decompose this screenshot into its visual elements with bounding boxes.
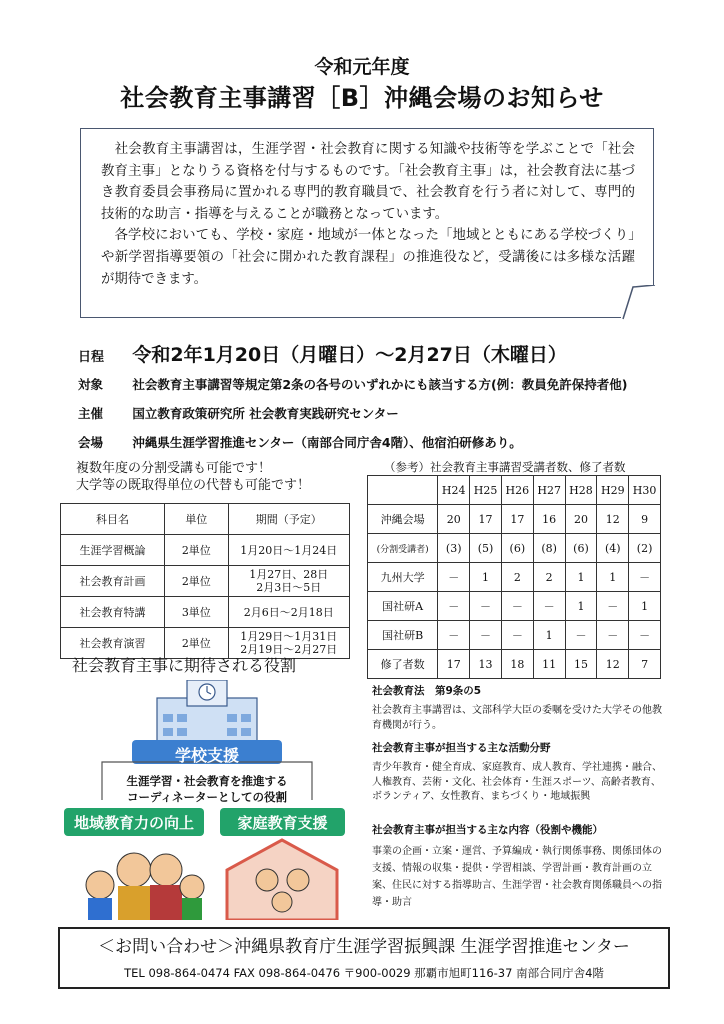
reference-cell: 7 — [629, 650, 661, 679]
reference-cell: 1 — [597, 563, 629, 592]
reference-cell: 17 — [501, 505, 533, 534]
duties-section — [372, 822, 662, 911]
course-period: 1月29日～1月31日 2月19日～2月27日 — [228, 628, 349, 659]
reference-cell: － — [438, 563, 470, 592]
reference-year-header: H30 — [629, 476, 661, 505]
role-illustration — [62, 680, 352, 920]
reference-cell: 17 — [470, 505, 502, 534]
course-name: 生涯学習概論 — [61, 535, 165, 566]
reference-cell: 15 — [565, 650, 597, 679]
course-header-name: 科目名 — [61, 504, 165, 535]
course-period: 1月27日、28日 2月3日～5日 — [228, 566, 349, 597]
role-heading: 社会教育主事に期待される役割 — [72, 656, 297, 675]
schedule-label: 日程 — [78, 350, 105, 365]
course-name: 社会教育計画 — [61, 566, 165, 597]
family-label: 家庭教育支援 — [237, 814, 328, 832]
reference-cell: － — [629, 621, 661, 650]
reference-cell: － — [629, 563, 661, 592]
intro-paragraph-1: 社会教育主事講習は，生涯学習・社会教育に関する知識や技術等を学ぶことで「社会教育主事」となりうる資格を付与するものです。「社会教育主事」は，社会教育法に基づき教育委員会事務局に置かれる専門的教育職員で、社会教育を行う者に対して、専門的技術的な助言・指導を与えることが職務となっています。 — [101, 142, 635, 222]
reference-year-header: H26 — [501, 476, 533, 505]
reference-caption: （参考）社会教育主事講習受講者数、修了者数 — [384, 460, 626, 474]
venue-row — [78, 433, 522, 451]
reference-cell: (3) — [438, 534, 470, 563]
fields-section — [372, 740, 662, 805]
reference-cell: 2 — [533, 563, 565, 592]
reference-cell: － — [501, 621, 533, 650]
reference-cell: 20 — [438, 505, 470, 534]
course-header-period: 期間（予定） — [228, 504, 349, 535]
course-unit: 2単位 — [165, 628, 229, 659]
course-period: 1月20日～1月24日 — [228, 535, 349, 566]
course-table — [60, 503, 350, 659]
course-unit: 2単位 — [165, 535, 229, 566]
intro-box — [80, 128, 654, 318]
reference-cell: (6) — [565, 534, 597, 563]
course-header-unit: 単位 — [165, 504, 229, 535]
course-unit: 3単位 — [165, 597, 229, 628]
duties-text: 事業の企画・立案・運営、予算編成・執行関係事務、関係団体の支援、情報の収集・提供・学習相談、学習計画・教育計画の立案、住民に対する指導助言、生涯学習・社会教育関係職員への指導・助言 — [372, 846, 662, 908]
reference-cell: － — [597, 621, 629, 650]
note-line-1: 複数年度の分割受講も可能です！ — [76, 461, 272, 476]
fields-text: 青少年教育・健全育成、家庭教育、成人教育、学社連携・融合、人権教育、芸術・文化、社会体育・生涯スポーツ、高齢者教育、ボランティア、女性教育、まちづくり・地域振興 — [372, 762, 662, 802]
note-line-2: 大学等の既取得単位の代替も可能です！ — [76, 478, 311, 493]
target-value: 社会教育主事講習等規定第2条の各号のいずれかにも該当する方(例：教員免許保持者他) — [132, 377, 628, 392]
reference-row-label: 沖縄会場 — [368, 505, 438, 534]
title-year: 令和元年度 — [314, 56, 410, 78]
table-row — [368, 621, 661, 650]
reference-cell: 12 — [597, 650, 629, 679]
fields-title: 社会教育主事が担当する主な活動分野 — [372, 742, 551, 754]
reference-row-label: 九州大学 — [368, 563, 438, 592]
contact-details: TEL 098-864-0474 FAX 098-864-0476 〒900-0029 那覇市旭町116-37 南部合同庁舎4階 — [124, 966, 604, 980]
reference-row-label: 国社研A — [368, 592, 438, 621]
reference-year-header: H25 — [470, 476, 502, 505]
venue-label: 会場 — [78, 435, 104, 450]
target-label: 対象 — [78, 377, 104, 392]
reference-cell: － — [438, 592, 470, 621]
reference-cell: (4) — [597, 534, 629, 563]
law-section — [372, 683, 662, 733]
duties-title: 社会教育主事が担当する主な内容（役割や機能） — [372, 824, 603, 836]
course-period: 2月6日～2月18日 — [228, 597, 349, 628]
table-row — [61, 597, 350, 628]
school-support-label: 学校支援 — [174, 746, 239, 765]
table-row — [368, 650, 661, 679]
coordinator-line-2: コーディネーターとしての役割 — [126, 790, 288, 804]
table-row — [368, 505, 661, 534]
law-text: 社会教育主事講習は、文部科学大臣の委嘱を受けた大学その他教育機関が行う。 — [372, 705, 662, 731]
law-title: 社会教育法 第9条の5 — [372, 685, 482, 697]
reference-cell: － — [470, 621, 502, 650]
reference-year-header: H27 — [533, 476, 565, 505]
page-title: 社会教育主事講習［B］沖縄会場のお知らせ — [120, 84, 604, 112]
host-row — [78, 404, 399, 422]
reference-cell: 17 — [438, 650, 470, 679]
course-name: 社会教育特講 — [61, 597, 165, 628]
reference-cell: － — [565, 621, 597, 650]
reference-cell: － — [470, 592, 502, 621]
reference-cell: 13 — [470, 650, 502, 679]
reference-cell: 2 — [501, 563, 533, 592]
reference-cell: 20 — [565, 505, 597, 534]
table-row — [368, 534, 661, 563]
reference-cell: 1 — [565, 592, 597, 621]
reference-row-label: (分割受講者) — [368, 534, 438, 563]
reference-cell: 12 — [597, 505, 629, 534]
contact-title: ＜お問い合わせ＞沖縄県教育庁生涯学習振興課 生涯学習推進センター — [98, 937, 630, 957]
reference-corner — [368, 476, 438, 505]
page-fold-icon — [621, 285, 655, 319]
family-people-icon — [86, 853, 204, 920]
reference-cell: (5) — [470, 534, 502, 563]
course-unit: 2単位 — [165, 566, 229, 597]
reference-cell: 11 — [533, 650, 565, 679]
reference-row-label: 修了者数 — [368, 650, 438, 679]
community-label: 地域教育力の向上 — [73, 814, 194, 832]
reference-cell: － — [597, 592, 629, 621]
table-row — [368, 563, 661, 592]
host-label: 主催 — [78, 406, 104, 421]
coordinator-role — [82, 773, 332, 805]
course-name: 社会教育演習 — [61, 628, 165, 659]
notes — [76, 460, 310, 494]
reference-cell: － — [533, 592, 565, 621]
reference-cell: 18 — [501, 650, 533, 679]
table-row — [61, 535, 350, 566]
table-row — [61, 566, 350, 597]
venue-value: 沖縄県生涯学習推進センター（南部合同庁舎4階）、他宿泊研修あり。 — [132, 435, 522, 450]
schedule-value: 令和2年1月20日（月曜日）～2月27日（木曜日） — [132, 344, 567, 366]
reference-cell: － — [501, 592, 533, 621]
reference-cell: － — [438, 621, 470, 650]
table-row — [368, 592, 661, 621]
host-value: 国立教育政策研究所 社会教育実践研究センター — [132, 406, 399, 421]
reference-row-label: 国社研B — [368, 621, 438, 650]
coordinator-line-1: 生涯学習・社会教育を推進する — [126, 774, 288, 788]
reference-cell: (2) — [629, 534, 661, 563]
reference-cell: (6) — [501, 534, 533, 563]
reference-cell: 1 — [533, 621, 565, 650]
reference-table — [367, 475, 661, 679]
family-house-icon — [227, 840, 337, 920]
intro-paragraph-2: 各学校においても、学校・家庭・地域が一体となった「地域とともにある学校づくり」や新学習指導要領の「社会に開かれた教育課程」の推進役など，受講後には多様な活躍が期待できます。 — [101, 228, 635, 287]
reference-year-header: H24 — [438, 476, 470, 505]
reference-year-header: H28 — [565, 476, 597, 505]
reference-cell: 1 — [565, 563, 597, 592]
reference-cell: 16 — [533, 505, 565, 534]
schedule-row — [78, 340, 567, 367]
reference-cell: (8) — [533, 534, 565, 563]
contact-box — [58, 927, 670, 989]
reference-cell: 1 — [629, 592, 661, 621]
reference-cell: 9 — [629, 505, 661, 534]
target-row — [78, 375, 628, 393]
reference-year-header: H29 — [597, 476, 629, 505]
reference-cell: 1 — [470, 563, 502, 592]
